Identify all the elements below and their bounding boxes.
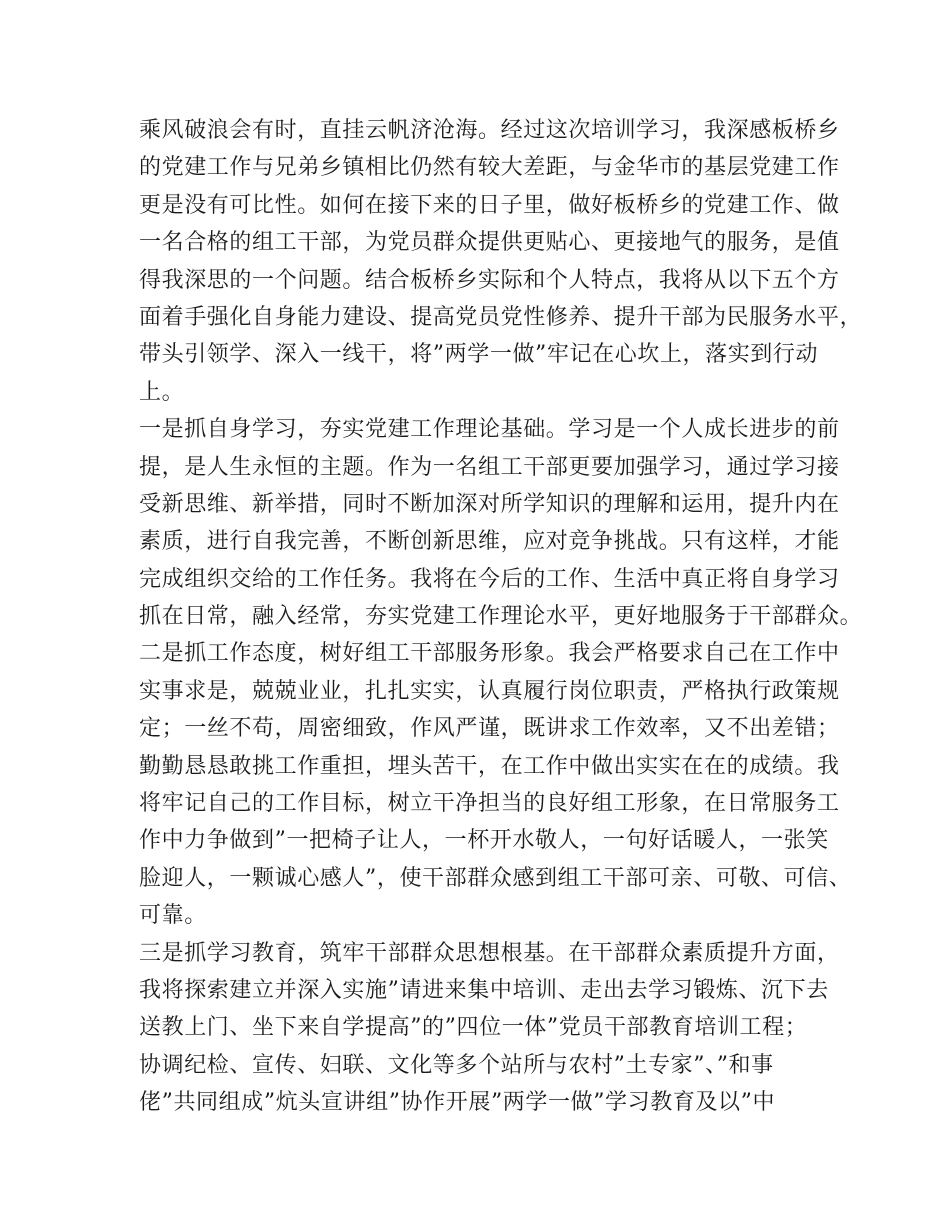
text-line: 勤勤恳恳敢挑工作重担，埋头苦干，在工作中做出实实在在的成绩。我 <box>139 753 840 779</box>
text-line: 三是抓学习教育，筑牢干部群众思想根基。在干部群众素质提升方面， <box>139 940 840 966</box>
text-line: 完成组织交给的工作任务。我将在今后的工作、生活中真正将自身学习 <box>139 566 840 592</box>
text-line: 更是没有可比性。如何在接下来的日子里，做好板桥乡的党建工作、做 <box>139 192 840 218</box>
text-line: 素质，进行自我完善，不断创新思维，应对竞争挑战。只有这样，才能 <box>139 529 840 555</box>
text-line: 协调纪检、宣传、妇联、文化等多个站所与农村”土专家”、”和事 <box>139 1052 774 1078</box>
text-line: 一是抓自身学习，夯实党建工作理论基础。学习是一个人成长进步的前 <box>139 417 840 443</box>
text-line: 乘风破浪会有时，直挂云帆济沧海。经过这次培训学习，我深感板桥乡 <box>139 118 840 143</box>
text-line: 可靠。 <box>139 903 207 929</box>
text-line: 面着手强化自身能力建设、提高党员党性修养、提升干部为民服务水平， <box>139 304 863 330</box>
text-line: 送教上门、坐下来自学提高”的”四位一体”党员干部教育培训工程； <box>139 1015 808 1041</box>
text-line: 一名合格的组工干部，为党员群众提供更贴心、更接地气的服务，是值 <box>139 230 840 256</box>
text-line: 实事求是，兢兢业业，扎扎实实，认真履行岗位职责，严格执行政策规 <box>139 678 840 704</box>
text-line: 抓在日常，融入经常，夯实党建工作理论水平，更好地服务于干部群众。 <box>139 604 863 630</box>
text-line: 佬”共同组成”炕头宣讲组”协作开展”两学一做”学习教育及以”中 <box>139 1090 776 1116</box>
text-line: 受新思维、新举措，同时不断加深对所学知识的理解和运用，提升内在 <box>139 491 840 517</box>
text-line: 得我深思的一个问题。结合板桥乡实际和个人特点，我将从以下五个方 <box>139 267 840 293</box>
text-line: 我将探索建立并深入实施”请进来集中培训、走出去学习锻炼、沉下去 <box>139 977 829 1003</box>
text-line: 将牢记自己的工作目标，树立干净担当的良好组工形象，在日常服务工 <box>139 791 840 817</box>
text-line: 脸迎人，一颗诚心感人”，使干部群众感到组工干部可亲、可敬、可信、 <box>139 865 852 891</box>
body-text <box>139 112 863 1122</box>
text-line: 定；一丝不苟，周密细致，作风严谨，既讲求工作效率，又不出差错； <box>139 716 840 742</box>
text-line: 作中力争做到”一把椅子让人，一杯开水敬人，一句好话暖人，一张笑 <box>139 828 829 854</box>
text-line: 上。 <box>139 379 185 405</box>
text-line: 带头引领学、深入一线干，将”两学一做”牢记在心坎上，落实到行动 <box>139 342 819 368</box>
text-line: 二是抓工作态度，树好组工干部服务形象。我会严格要求自己在工作中 <box>139 641 840 667</box>
text-line: 的党建工作与兄弟乡镇相比仍然有较大差距，与金华市的基层党建工作 <box>139 155 840 181</box>
text-line: 提，是人生永恒的主题。作为一名组工干部更要加强学习，通过学习接 <box>139 454 840 480</box>
